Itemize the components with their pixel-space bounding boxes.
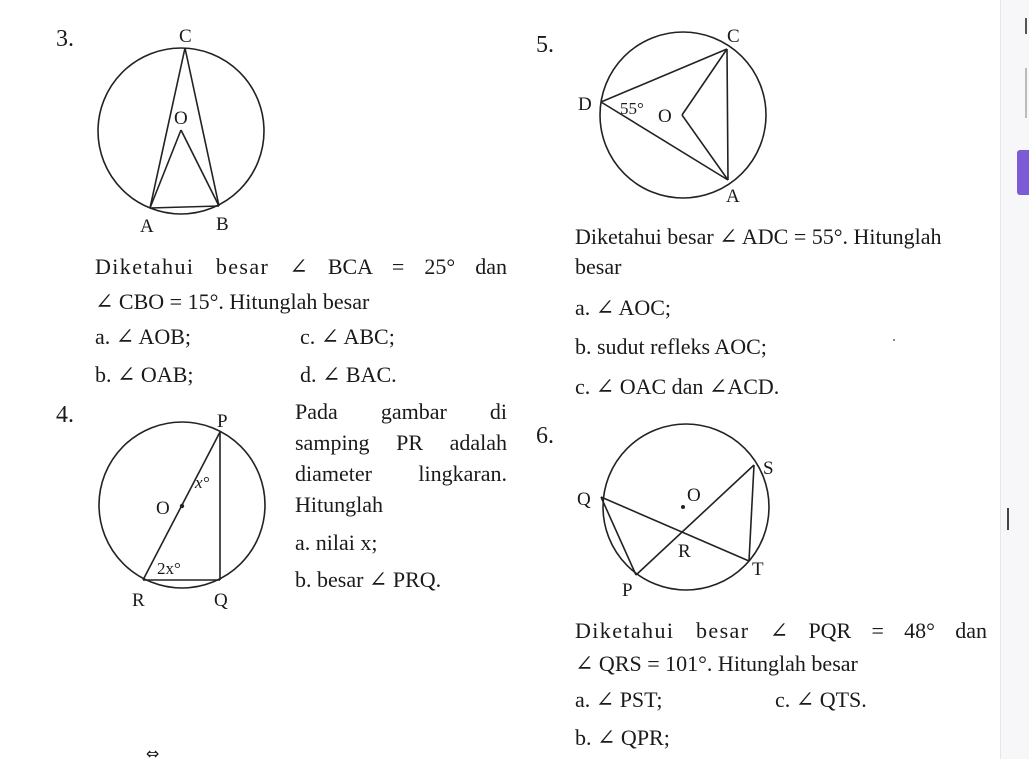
label-B: B	[216, 214, 229, 235]
rail-marker	[1025, 18, 1027, 34]
problem-3-line-1-angle: ∠ BCA = 25° dan	[289, 254, 508, 279]
resize-cursor-icon: ⇔	[146, 744, 160, 763]
problem-3-figure	[90, 22, 280, 242]
problem-3-number: 3.	[56, 26, 74, 52]
label-A: A	[140, 216, 154, 237]
problem-6-item-b: b. ∠ QPR;	[575, 725, 670, 750]
label-angle-55: 55°	[620, 99, 644, 118]
problem-5-figure	[570, 20, 780, 210]
chord-qp	[601, 497, 636, 575]
problem-6-line-1	[575, 620, 987, 642]
problem-5-line-2: besar	[575, 254, 622, 279]
problem-6-item-c: c. ∠ QTS.	[775, 687, 867, 712]
problem-3-line-1-pre: Diketahui besar	[95, 254, 270, 279]
problem-4-text-1: Pada gambar di	[295, 399, 507, 424]
label-x: x°	[195, 473, 210, 492]
chord-st	[749, 465, 754, 561]
side-panel-tab[interactable]	[1017, 150, 1029, 195]
radius-ob	[181, 130, 219, 206]
label-Q: Q	[214, 590, 228, 611]
problem-3-item-c: c. ∠ ABC;	[300, 324, 395, 349]
problem-6-number: 6.	[536, 423, 554, 449]
problem-3-line-2: ∠ CBO = 15°. Hitunglah besar	[95, 289, 370, 314]
radius-oa	[150, 130, 181, 208]
problem-5-item-a: a. ∠ AOC;	[575, 295, 672, 320]
label-C: C	[727, 26, 740, 47]
stray-dot	[893, 339, 895, 341]
problem-6-line-2: ∠ QRS = 101°. Hitunglah besar	[575, 651, 858, 676]
chord-qt	[601, 497, 749, 561]
label-S: S	[763, 458, 774, 479]
label-Q: Q	[577, 489, 591, 510]
center-dot-6	[681, 505, 685, 509]
radius-oa	[682, 115, 728, 180]
problem-4-text-2: samping PR adalah	[295, 430, 507, 455]
label-C: C	[179, 26, 192, 47]
text-caret	[1007, 508, 1009, 530]
chord-ca	[727, 49, 728, 180]
label-2x: 2x°	[157, 559, 181, 578]
label-O: O	[156, 498, 170, 519]
problem-6-line-1-pre: Diketahui besar	[575, 618, 750, 643]
problem-5-item-c: c. ∠ OAC dan ∠ACD.	[575, 374, 780, 399]
problem-5-line-1: Diketahui besar ∠ ADC = 55°. Hitunglah	[575, 224, 942, 249]
circle-6	[603, 424, 769, 590]
problem-3-item-b: b. ∠ OAB;	[95, 362, 194, 387]
problem-3-item-d: d. ∠ BAC.	[300, 362, 397, 387]
problem-4-text-4: Hitunglah	[295, 492, 383, 517]
problem-3-item-a: a. ∠ AOB;	[95, 324, 192, 349]
label-P: P	[217, 411, 228, 432]
label-R: R	[132, 590, 145, 611]
problem-3-line-1	[95, 256, 507, 278]
label-A: A	[726, 186, 740, 207]
label-D: D	[578, 94, 592, 115]
problem-4-number: 4.	[56, 402, 74, 428]
center-dot-4	[180, 504, 184, 508]
label-O: O	[687, 485, 701, 506]
problem-4-item-b: b. besar ∠ PRQ.	[295, 567, 442, 592]
problem-5-item-b: b. sudut refleks AOC;	[575, 334, 767, 359]
problem-6-line-1-angle: ∠ PQR = 48° dan	[769, 618, 988, 643]
problem-4-text-3: diameter lingkaran.	[295, 461, 507, 486]
problem-6-item-a: a. ∠ PST;	[575, 687, 663, 712]
chord-ab	[150, 206, 219, 208]
chord-cb	[185, 48, 219, 206]
label-R: R	[678, 541, 691, 562]
problem-5-number: 5.	[536, 32, 554, 58]
problem-6-figure	[570, 415, 800, 605]
problem-4-item-a: a. nilai x;	[295, 530, 378, 555]
problem-4-figure	[90, 402, 280, 612]
label-O: O	[658, 106, 672, 127]
label-P: P	[622, 580, 633, 601]
label-O: O	[174, 108, 188, 129]
label-T: T	[752, 559, 764, 580]
rail-marker-long	[1025, 68, 1027, 118]
